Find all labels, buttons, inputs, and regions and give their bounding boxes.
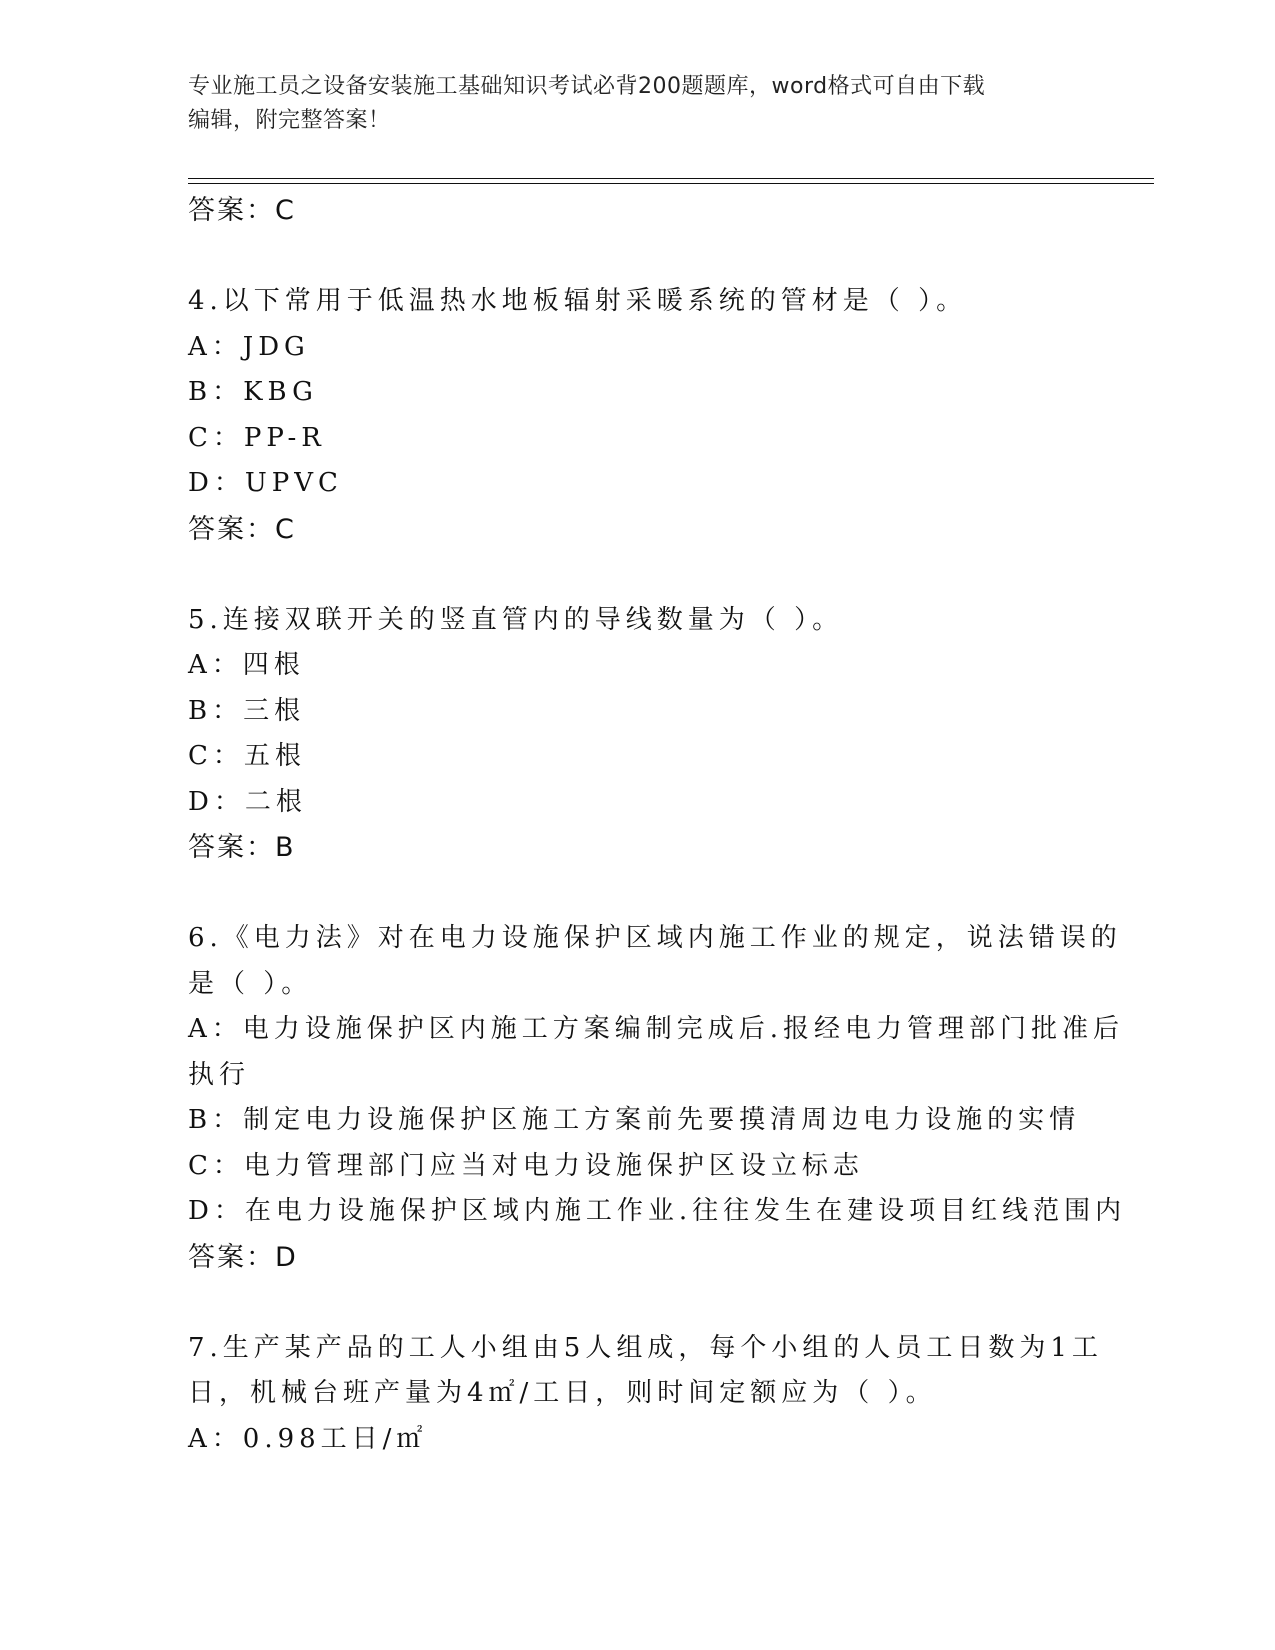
option-d: D：在电力设施保护区域内施工作业.往往发生在建设项目红线范围内 — [188, 1196, 1127, 1226]
option-a: A：JDG — [188, 331, 310, 362]
answer-line: 答案：D — [188, 1241, 298, 1273]
question-stem: 4.以下常用于低温热水地板辐射采暖系统的管材是（ ）。 — [188, 286, 968, 316]
question-stem-line-2: 日，机械台班产量为4㎡/工日，则时间定额应为（ ）。 — [188, 1378, 937, 1408]
option-c: C：PP-R — [188, 422, 326, 453]
question-stem: 5.连接双联开关的竖直管内的导线数量为（ ）。 — [188, 604, 844, 635]
option-b: B：KBG — [188, 377, 318, 407]
answer-line: 答案：B — [188, 832, 296, 863]
answer-line: 答案：C — [188, 513, 296, 545]
option-b: B：三根 — [188, 695, 306, 726]
header-rule-top — [188, 178, 1154, 179]
spacer — [188, 552, 1088, 598]
header-rule-bottom — [188, 183, 1154, 184]
question-stem-line-1: 6.《电力法》对在电力设施保护区域内施工作业的规定，说法错误的 — [188, 923, 1122, 953]
question-block — [188, 1326, 1103, 1463]
question-block — [188, 279, 1088, 552]
option-a-continued: 执行 — [188, 1059, 251, 1090]
spacer — [188, 871, 1088, 917]
option-a: A：电力设施保护区内施工方案编制完成后.报经电力管理部门批准后 — [188, 1014, 1125, 1044]
question-stem-line-1: 7.生产某产品的工人小组由5人组成，每个小组的人员工日数为1工 — [188, 1332, 1103, 1363]
option-d: D：二根 — [188, 786, 307, 817]
option-a: A：四根 — [188, 650, 305, 680]
option-c: C：电力管理部门应当对电力设施保护区设立标志 — [188, 1150, 864, 1181]
header-line-2: 编辑，附完整答案！ — [188, 108, 391, 133]
answer-line: 答案：C — [188, 195, 296, 226]
spacer — [188, 1280, 1088, 1326]
question-list — [188, 188, 1127, 1462]
option-a: A：0.98工日/㎡ — [188, 1423, 428, 1454]
option-b: B：制定电力设施保护区施工方案前先要摸清周边电力设施的实情 — [188, 1105, 1081, 1135]
spacer — [188, 234, 1088, 280]
question-block — [188, 598, 1088, 871]
option-d: D：UPVC — [188, 468, 343, 498]
question-stem-line-2: 是（ ）。 — [188, 968, 313, 999]
page-header — [188, 70, 1088, 138]
question-block — [188, 916, 1127, 1280]
option-c: C：五根 — [188, 741, 306, 771]
header-line-1: 专业施工员之设备安装施工基础知识考试必背200题题库，word格式可自由下载 — [188, 74, 986, 99]
